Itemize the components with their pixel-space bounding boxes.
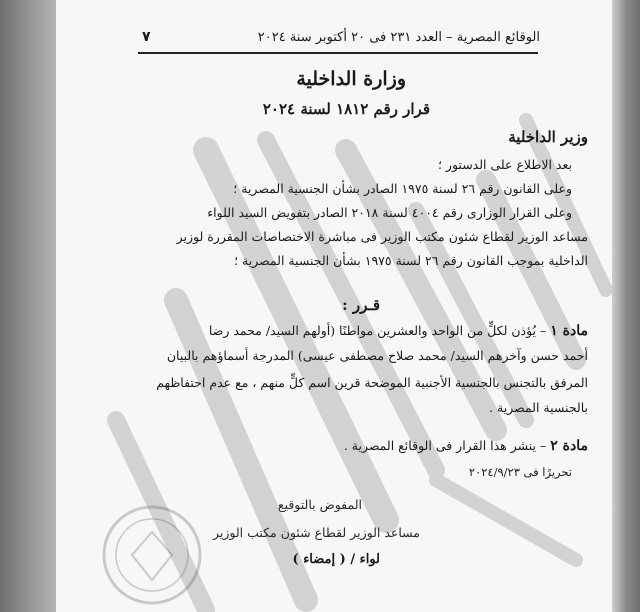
article-2-text: – ينشر هذا القرار فى الوقائع المصرية . [343, 438, 547, 453]
preamble-line-3: وعلى القرار الوزارى رقم ٤٠٠٤ لسنة ٢٠١٨ الصادر بتفويض السيد اللواء [207, 205, 572, 220]
running-header: الوقائع المصرية – العدد ٢٣١ فى ٢٠ أكتوبر سنة ٢٠٢٤ [257, 30, 540, 45]
decides-heading: قـرر : [342, 296, 380, 314]
article-1-line-3: المرفق بالتجنس بالجنسية الأجنبية الموضحة قرين اسم كلٍّ منهم ، مع عدم احتفاظهم [156, 375, 588, 390]
signature-delegated: المفوض بالتوقيع [277, 497, 362, 512]
preamble-line-4: مساعد الوزير لقطاع شئون مكتب الوزير فى مباشرة الاختصاصات المقررة لوزير [176, 229, 588, 244]
scan-right-border [612, 0, 640, 612]
decree-title: قرار رقم ١٨١٢ لسنة ٢٠٢٤ [262, 100, 430, 118]
scan-left-border [0, 0, 56, 612]
header-rule [138, 52, 538, 54]
issuer-heading: وزير الداخلية [508, 128, 588, 146]
article-1-line-1 [209, 323, 588, 339]
document-content [56, 0, 612, 612]
article-2-line [344, 438, 588, 454]
preamble-line-1: بعد الاطلاع على الدستور ؛ [437, 157, 572, 172]
document-page [56, 0, 612, 612]
article-1-line-4: بالجنسية المصرية . [489, 400, 588, 415]
article-2-label: مادة ٢ [550, 438, 588, 454]
preamble-line-2: وعلى القانون رقم ٢٦ لسنة ١٩٧٥ الصادر بشأن الجنسية المصرية ؛ [233, 181, 572, 196]
article-1-label: مادة ١ [550, 323, 588, 339]
ministry-heading: وزارة الداخلية [296, 68, 406, 90]
article-1-line-2: أحمد حسن وآخرهم السيد/ محمد صلاح مصطفى عيسى) المدرجة أسماؤهم بالبيان [166, 348, 588, 363]
preamble-line-5: الداخلية بموجب القانون رقم ٢٦ لسنة ١٩٧٥ بشأن الجنسية المصرية ؛ [234, 253, 588, 268]
signature-rank: لواء / ( إمضاء ) [292, 552, 380, 567]
article-1-text: – يُؤذن لكلٍّ من الواحد والعشرين مواطنًا (أولهم السيد/ محمد رضا [208, 323, 547, 338]
page-number: ٧ [142, 29, 151, 45]
issue-date: تحريرًا فى ٢٠٢٤/٩/٢٣ [468, 465, 572, 479]
signature-assistant: مساعد الوزير لقطاع شئون مكتب الوزير [212, 525, 420, 540]
